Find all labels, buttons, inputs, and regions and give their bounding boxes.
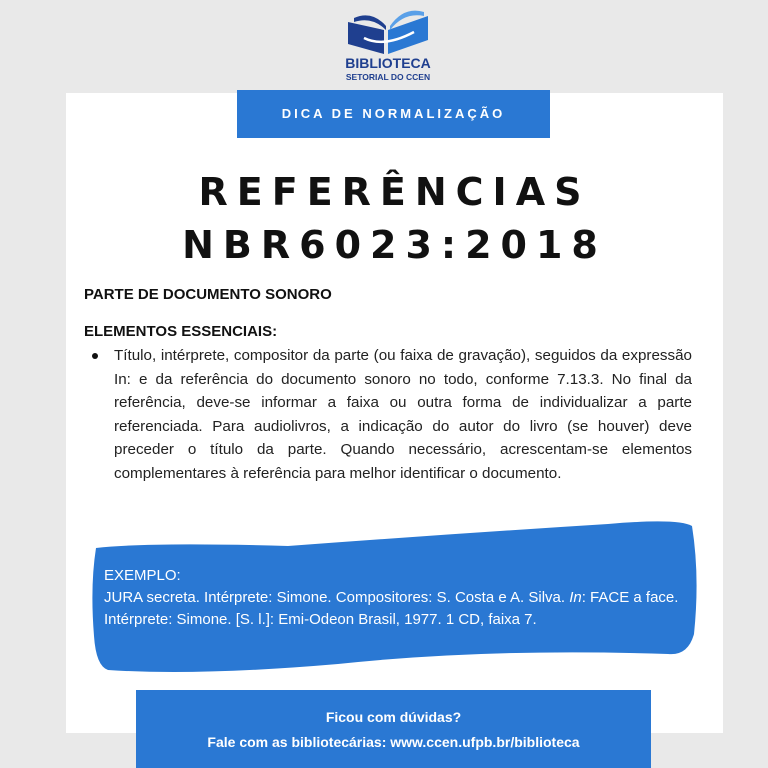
page-title <box>66 166 723 272</box>
example-label: EXEMPLO: <box>104 567 181 584</box>
example-text-part1: JURA secreta. Intérprete: Simone. Compositores: S. Costa e A. Silva. <box>104 589 570 606</box>
section-heading-elements: ELEMENTOS ESSENCIAIS: <box>84 323 278 340</box>
example-text <box>104 587 694 631</box>
logo-title: BIBLIOTECA <box>345 55 431 71</box>
title-line-1: REFERÊNCIAS <box>198 170 591 214</box>
library-logo <box>338 8 438 90</box>
bullet-dot-icon <box>92 353 98 359</box>
title-line-2: NBR6023:2018 <box>182 223 607 267</box>
footer-question: Ficou com dúvidas? <box>325 709 462 725</box>
section-heading-document: PARTE DE DOCUMENTO SONORO <box>84 286 332 303</box>
contact-footer <box>136 690 651 768</box>
tip-banner: DICA DE NORMALIZAÇÃO <box>237 90 550 138</box>
example-text-in: In <box>569 589 582 606</box>
bullet-text: Título, intérprete, compositor da parte (ou faixa de gravação), seguidos da expressão In: e da referência do documento sonoro no todo, conforme 7.13.3. No final da referência, deve-se informar a faixa ou outra forma de individualizar a parte referenciada. Para audiolivros, a indicação do autor do livro (se houver) deve preceder o título da parte. Quando necessário, acrescentam-se elementos complementares à referência para melhor identificar o documento. <box>114 347 692 482</box>
example-block <box>104 565 694 631</box>
logo-subtitle: SETORIAL DO CCEN <box>345 72 431 82</box>
footer-contact-link[interactable]: Fale com as bibliotecárias: www.ccen.ufpb.br/biblioteca <box>207 734 580 750</box>
open-book-icon <box>344 8 432 56</box>
example-text-part2: : FACE a face. Intérprete: Simone. [S. l.]: Emi-Odeon Brasil, 1977. 1 CD, faixa 7. <box>104 589 679 628</box>
